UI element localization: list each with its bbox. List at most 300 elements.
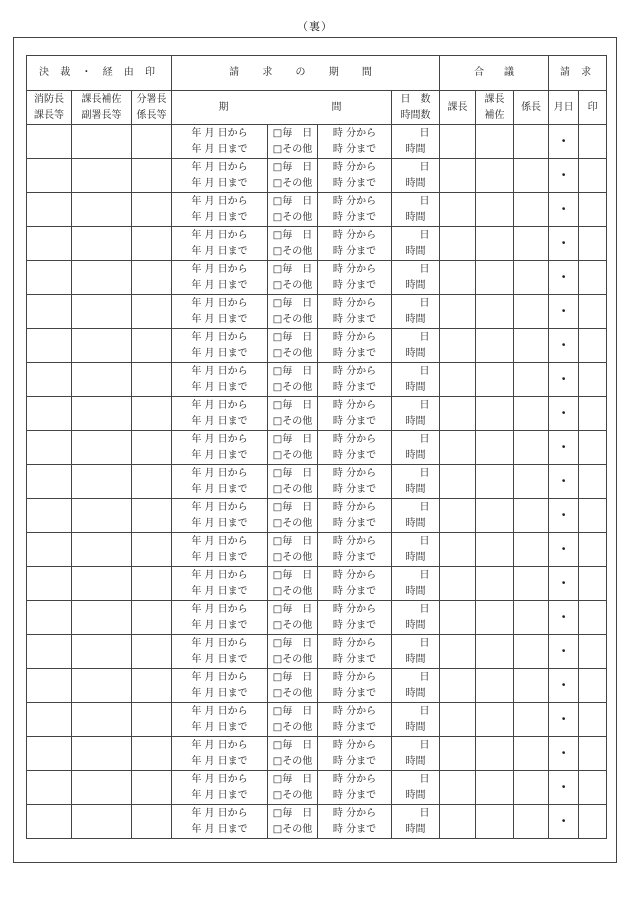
request-month-day-cell[interactable] [549, 125, 579, 159]
consult-cell-section-assistant[interactable] [476, 431, 514, 465]
request-seal-cell[interactable] [579, 533, 607, 567]
request-seal-cell[interactable] [579, 363, 607, 397]
seal-cell-branch-chief[interactable] [132, 465, 172, 499]
consult-cell-subsection-chief[interactable] [514, 771, 549, 805]
time-range-cell[interactable] [318, 125, 392, 159]
date-range-cell[interactable] [172, 499, 268, 533]
date-range-cell[interactable] [172, 635, 268, 669]
time-range-cell[interactable] [318, 295, 392, 329]
consult-cell-subsection-chief[interactable] [514, 125, 549, 159]
seal-cell-assistant-chief[interactable] [72, 499, 132, 533]
time-range-cell[interactable] [318, 159, 392, 193]
other-checkbox[interactable]: □その他 [272, 755, 313, 767]
time-range-cell[interactable] [318, 329, 392, 363]
seal-cell-assistant-chief[interactable] [72, 261, 132, 295]
frequency-options-cell[interactable] [268, 329, 318, 363]
seal-cell-assistant-chief[interactable] [72, 295, 132, 329]
consult-cell-section-assistant[interactable] [476, 159, 514, 193]
consult-cell-subsection-chief[interactable] [514, 669, 549, 703]
request-month-day-cell[interactable] [549, 159, 579, 193]
consult-cell-subsection-chief[interactable] [514, 397, 549, 431]
consult-cell-section-assistant[interactable] [476, 397, 514, 431]
date-range-cell[interactable] [172, 261, 268, 295]
frequency-options-cell[interactable] [268, 669, 318, 703]
other-checkbox[interactable]: □その他 [272, 789, 313, 801]
consult-cell-section-chief[interactable] [440, 159, 476, 193]
time-range-cell[interactable] [318, 193, 392, 227]
time-range-cell[interactable] [318, 771, 392, 805]
request-seal-cell[interactable] [579, 499, 607, 533]
seal-cell-branch-chief[interactable] [132, 363, 172, 397]
seal-cell-fire-chief[interactable] [27, 159, 72, 193]
every-day-checkbox[interactable]: □毎 日 [272, 569, 313, 581]
date-range-cell[interactable] [172, 363, 268, 397]
seal-cell-branch-chief[interactable] [132, 635, 172, 669]
request-month-day-cell[interactable] [549, 499, 579, 533]
every-day-checkbox[interactable]: □毎 日 [272, 365, 313, 377]
table-row [27, 533, 607, 567]
frequency-options-cell[interactable] [268, 261, 318, 295]
consult-cell-section-chief[interactable] [440, 465, 476, 499]
request-seal-cell[interactable] [579, 295, 607, 329]
other-checkbox[interactable]: □その他 [272, 619, 313, 631]
consult-cell-section-chief[interactable] [440, 737, 476, 771]
seal-cell-assistant-chief[interactable] [72, 431, 132, 465]
time-range-cell[interactable] [318, 805, 392, 839]
request-seal-cell[interactable] [579, 431, 607, 465]
days-hours-cell[interactable] [392, 635, 440, 669]
date-range-cell[interactable] [172, 125, 268, 159]
consult-cell-subsection-chief[interactable] [514, 567, 549, 601]
request-month-day-cell[interactable] [549, 737, 579, 771]
date-range-cell[interactable] [172, 193, 268, 227]
seal-cell-assistant-chief[interactable] [72, 397, 132, 431]
every-day-checkbox[interactable]: □毎 日 [272, 195, 313, 207]
seal-cell-branch-chief[interactable] [132, 601, 172, 635]
date-range-cell[interactable] [172, 431, 268, 465]
time-range-cell[interactable] [318, 499, 392, 533]
time-range-cell[interactable] [318, 397, 392, 431]
frequency-options-cell[interactable] [268, 635, 318, 669]
seal-cell-branch-chief[interactable] [132, 499, 172, 533]
date-range-cell[interactable] [172, 397, 268, 431]
seal-cell-assistant-chief[interactable] [72, 805, 132, 839]
other-checkbox[interactable]: □その他 [272, 313, 313, 325]
request-month-day-cell[interactable] [549, 465, 579, 499]
seal-cell-assistant-chief[interactable] [72, 737, 132, 771]
consult-cell-subsection-chief[interactable] [514, 465, 549, 499]
days-hours-cell[interactable] [392, 805, 440, 839]
time-range-cell[interactable] [318, 431, 392, 465]
request-month-day-cell[interactable] [549, 329, 579, 363]
request-month-day-cell[interactable] [549, 261, 579, 295]
time-range-cell[interactable] [318, 669, 392, 703]
request-month-day-cell[interactable] [549, 193, 579, 227]
date-range-cell[interactable] [172, 227, 268, 261]
seal-cell-branch-chief[interactable] [132, 771, 172, 805]
other-checkbox[interactable]: □その他 [272, 347, 313, 359]
seal-cell-branch-chief[interactable] [132, 533, 172, 567]
seal-cell-assistant-chief[interactable] [72, 635, 132, 669]
time-from-label: 時 分から [332, 365, 377, 377]
request-month-day-cell[interactable] [549, 669, 579, 703]
time-from-label: 時 分から [332, 161, 377, 173]
date-range-cell[interactable] [172, 703, 268, 737]
days-hours-cell[interactable] [392, 295, 440, 329]
frequency-options-cell[interactable] [268, 567, 318, 601]
seal-cell-assistant-chief[interactable] [72, 533, 132, 567]
seal-cell-fire-chief[interactable] [27, 465, 72, 499]
other-checkbox[interactable]: □その他 [272, 517, 313, 529]
consult-cell-subsection-chief[interactable] [514, 499, 549, 533]
every-day-checkbox[interactable]: □毎 日 [272, 263, 313, 275]
consult-cell-section-assistant[interactable] [476, 363, 514, 397]
days-hours-cell[interactable] [392, 703, 440, 737]
consult-cell-section-assistant[interactable] [476, 193, 514, 227]
time-range-cell[interactable] [318, 635, 392, 669]
other-checkbox[interactable]: □その他 [272, 483, 313, 495]
seal-cell-assistant-chief[interactable] [72, 159, 132, 193]
consult-cell-section-chief[interactable] [440, 125, 476, 159]
seal-cell-assistant-chief[interactable] [72, 567, 132, 601]
date-range-cell[interactable] [172, 771, 268, 805]
seal-cell-fire-chief[interactable] [27, 193, 72, 227]
hours-label: 時間 [405, 687, 426, 699]
consult-cell-section-assistant[interactable] [476, 601, 514, 635]
time-range-cell[interactable] [318, 465, 392, 499]
time-range-cell[interactable] [318, 567, 392, 601]
frequency-options-cell[interactable] [268, 737, 318, 771]
seal-cell-assistant-chief[interactable] [72, 329, 132, 363]
days-hours-cell[interactable] [392, 601, 440, 635]
every-day-checkbox[interactable]: □毎 日 [272, 501, 313, 513]
consult-cell-section-chief[interactable] [440, 805, 476, 839]
consult-cell-section-chief[interactable] [440, 329, 476, 363]
date-range-cell[interactable] [172, 567, 268, 601]
frequency-options-cell[interactable] [268, 703, 318, 737]
consult-cell-section-assistant[interactable] [476, 567, 514, 601]
seal-cell-assistant-chief[interactable] [72, 669, 132, 703]
frequency-options-cell[interactable] [268, 601, 318, 635]
consult-cell-section-chief[interactable] [440, 771, 476, 805]
date-range-cell[interactable] [172, 669, 268, 703]
request-seal-cell[interactable] [579, 635, 607, 669]
consult-cell-section-chief[interactable] [440, 431, 476, 465]
seal-cell-branch-chief[interactable] [132, 567, 172, 601]
days-hours-cell[interactable] [392, 669, 440, 703]
time-range-cell[interactable] [318, 601, 392, 635]
consult-cell-section-chief[interactable] [440, 635, 476, 669]
consult-cell-subsection-chief[interactable] [514, 295, 549, 329]
seal-cell-assistant-chief[interactable] [72, 363, 132, 397]
consult-cell-subsection-chief[interactable] [514, 193, 549, 227]
frequency-options-cell[interactable] [268, 295, 318, 329]
consult-cell-subsection-chief[interactable] [514, 533, 549, 567]
seal-cell-fire-chief[interactable] [27, 805, 72, 839]
consult-cell-subsection-chief[interactable] [514, 329, 549, 363]
date-range-cell[interactable] [172, 737, 268, 771]
consult-cell-section-chief[interactable] [440, 703, 476, 737]
consult-cell-section-chief[interactable] [440, 601, 476, 635]
consult-cell-section-assistant[interactable] [476, 669, 514, 703]
consult-cell-section-chief[interactable] [440, 227, 476, 261]
seal-cell-fire-chief[interactable] [27, 431, 72, 465]
frequency-options-cell[interactable] [268, 499, 318, 533]
consult-cell-subsection-chief[interactable] [514, 737, 549, 771]
seal-cell-fire-chief[interactable] [27, 737, 72, 771]
every-day-checkbox[interactable]: □毎 日 [272, 705, 313, 717]
seal-cell-fire-chief[interactable] [27, 635, 72, 669]
consult-cell-section-chief[interactable] [440, 193, 476, 227]
consult-cell-section-assistant[interactable] [476, 635, 514, 669]
consult-cell-section-chief[interactable] [440, 567, 476, 601]
request-seal-cell[interactable] [579, 737, 607, 771]
days-hours-cell[interactable] [392, 431, 440, 465]
request-month-day-cell[interactable] [549, 635, 579, 669]
request-month-day-cell[interactable] [549, 601, 579, 635]
seal-cell-assistant-chief[interactable] [72, 703, 132, 737]
time-range-cell[interactable] [318, 227, 392, 261]
consult-cell-section-chief[interactable] [440, 261, 476, 295]
request-seal-cell[interactable] [579, 771, 607, 805]
request-seal-cell[interactable] [579, 329, 607, 363]
request-month-day-cell[interactable] [549, 533, 579, 567]
consult-cell-subsection-chief[interactable] [514, 805, 549, 839]
request-month-day-cell[interactable] [549, 227, 579, 261]
consult-cell-section-assistant[interactable] [476, 295, 514, 329]
request-seal-cell[interactable] [579, 125, 607, 159]
request-seal-cell[interactable] [579, 193, 607, 227]
frequency-options-cell[interactable] [268, 431, 318, 465]
seal-cell-branch-chief[interactable] [132, 193, 172, 227]
time-range-cell[interactable] [318, 261, 392, 295]
days-hours-cell[interactable] [392, 737, 440, 771]
seal-cell-fire-chief[interactable] [27, 261, 72, 295]
date-range-cell[interactable] [172, 465, 268, 499]
days-hours-cell[interactable] [392, 125, 440, 159]
consult-cell-subsection-chief[interactable] [514, 635, 549, 669]
request-seal-cell[interactable] [579, 805, 607, 839]
seal-cell-branch-chief[interactable] [132, 329, 172, 363]
request-seal-cell[interactable] [579, 669, 607, 703]
consult-cell-section-assistant[interactable] [476, 499, 514, 533]
date-range-cell[interactable] [172, 329, 268, 363]
request-seal-cell[interactable] [579, 227, 607, 261]
other-checkbox[interactable]: □その他 [272, 381, 313, 393]
days-hours-cell[interactable] [392, 363, 440, 397]
consult-cell-section-chief[interactable] [440, 363, 476, 397]
frequency-options-cell[interactable] [268, 397, 318, 431]
seal-cell-fire-chief[interactable] [27, 601, 72, 635]
consult-cell-section-assistant[interactable] [476, 261, 514, 295]
seal-cell-fire-chief[interactable] [27, 329, 72, 363]
seal-cell-assistant-chief[interactable] [72, 465, 132, 499]
seal-cell-branch-chief[interactable] [132, 397, 172, 431]
consult-cell-subsection-chief[interactable] [514, 159, 549, 193]
seal-cell-branch-chief[interactable] [132, 669, 172, 703]
consult-cell-section-chief[interactable] [440, 397, 476, 431]
seal-cell-fire-chief[interactable] [27, 567, 72, 601]
every-day-checkbox[interactable]: □毎 日 [272, 399, 313, 411]
every-day-checkbox[interactable]: □毎 日 [272, 535, 313, 547]
consult-cell-section-assistant[interactable] [476, 703, 514, 737]
consult-cell-section-assistant[interactable] [476, 533, 514, 567]
hours-label: 時間 [405, 755, 426, 767]
every-day-checkbox[interactable]: □毎 日 [272, 433, 313, 445]
consult-cell-section-chief[interactable] [440, 669, 476, 703]
seal-cell-assistant-chief[interactable] [72, 601, 132, 635]
days-hours-cell[interactable] [392, 533, 440, 567]
every-day-checkbox[interactable]: □毎 日 [272, 467, 313, 479]
frequency-options-cell[interactable] [268, 771, 318, 805]
frequency-options-cell[interactable] [268, 159, 318, 193]
other-checkbox[interactable]: □その他 [272, 823, 313, 835]
consult-cell-section-assistant[interactable] [476, 771, 514, 805]
request-month-day-cell[interactable] [549, 397, 579, 431]
days-hours-cell[interactable] [392, 159, 440, 193]
other-checkbox[interactable]: □その他 [272, 143, 313, 155]
request-month-day-cell[interactable] [549, 363, 579, 397]
every-day-checkbox[interactable]: □毎 日 [272, 739, 313, 751]
every-day-checkbox[interactable]: □毎 日 [272, 603, 313, 615]
date-range-cell[interactable] [172, 601, 268, 635]
time-range-cell[interactable] [318, 533, 392, 567]
seal-cell-branch-chief[interactable] [132, 295, 172, 329]
seal-cell-branch-chief[interactable] [132, 125, 172, 159]
seal-cell-assistant-chief[interactable] [72, 193, 132, 227]
request-seal-cell[interactable] [579, 601, 607, 635]
request-month-day-cell[interactable] [549, 567, 579, 601]
other-checkbox[interactable]: □その他 [272, 687, 313, 699]
consult-cell-section-assistant[interactable] [476, 737, 514, 771]
date-range-cell[interactable] [172, 295, 268, 329]
request-seal-cell[interactable] [579, 159, 607, 193]
days-hours-cell[interactable] [392, 261, 440, 295]
frequency-options-cell[interactable] [268, 805, 318, 839]
days-hours-cell[interactable] [392, 567, 440, 601]
other-checkbox[interactable]: □その他 [272, 653, 313, 665]
seal-cell-branch-chief[interactable] [132, 431, 172, 465]
consult-cell-section-chief[interactable] [440, 499, 476, 533]
seal-cell-fire-chief[interactable] [27, 295, 72, 329]
other-checkbox[interactable]: □その他 [272, 585, 313, 597]
seal-cell-branch-chief[interactable] [132, 703, 172, 737]
seal-cell-fire-chief[interactable] [27, 363, 72, 397]
seal-cell-fire-chief[interactable] [27, 703, 72, 737]
consult-cell-subsection-chief[interactable] [514, 431, 549, 465]
every-day-checkbox[interactable]: □毎 日 [272, 127, 313, 139]
request-month-day-cell[interactable] [549, 771, 579, 805]
every-day-checkbox[interactable]: □毎 日 [272, 161, 313, 173]
other-checkbox[interactable]: □その他 [272, 279, 313, 291]
consult-cell-section-assistant[interactable] [476, 329, 514, 363]
consult-cell-subsection-chief[interactable] [514, 261, 549, 295]
every-day-checkbox[interactable]: □毎 日 [272, 671, 313, 683]
other-checkbox[interactable]: □その他 [272, 551, 313, 563]
time-range-cell[interactable] [318, 737, 392, 771]
seal-cell-branch-chief[interactable] [132, 159, 172, 193]
consult-cell-subsection-chief[interactable] [514, 601, 549, 635]
frequency-options-cell[interactable] [268, 193, 318, 227]
other-checkbox[interactable]: □その他 [272, 177, 313, 189]
every-day-checkbox[interactable]: □毎 日 [272, 773, 313, 785]
consult-cell-subsection-chief[interactable] [514, 703, 549, 737]
days-hours-cell[interactable] [392, 329, 440, 363]
consult-cell-subsection-chief[interactable] [514, 227, 549, 261]
frequency-options-cell[interactable] [268, 465, 318, 499]
consult-cell-section-chief[interactable] [440, 533, 476, 567]
every-day-checkbox[interactable]: □毎 日 [272, 297, 313, 309]
consult-cell-section-chief[interactable] [440, 295, 476, 329]
frequency-options-cell[interactable] [268, 227, 318, 261]
seal-cell-fire-chief[interactable] [27, 125, 72, 159]
request-seal-cell[interactable] [579, 261, 607, 295]
other-checkbox[interactable]: □その他 [272, 721, 313, 733]
date-range-cell[interactable] [172, 159, 268, 193]
every-day-checkbox[interactable]: □毎 日 [272, 807, 313, 819]
other-checkbox[interactable]: □その他 [272, 415, 313, 427]
seal-cell-fire-chief[interactable] [27, 533, 72, 567]
days-hours-cell[interactable] [392, 397, 440, 431]
request-month-day-cell[interactable] [549, 431, 579, 465]
seal-cell-fire-chief[interactable] [27, 397, 72, 431]
request-seal-cell[interactable] [579, 465, 607, 499]
date-range-cell[interactable] [172, 805, 268, 839]
consult-cell-section-assistant[interactable] [476, 125, 514, 159]
consult-cell-subsection-chief[interactable] [514, 363, 549, 397]
other-checkbox[interactable]: □その他 [272, 449, 313, 461]
time-range-cell[interactable] [318, 363, 392, 397]
consult-cell-section-assistant[interactable] [476, 805, 514, 839]
consult-cell-section-assistant[interactable] [476, 227, 514, 261]
seal-cell-assistant-chief[interactable] [72, 125, 132, 159]
days-hours-cell[interactable] [392, 465, 440, 499]
request-seal-cell[interactable] [579, 703, 607, 737]
every-day-checkbox[interactable]: □毎 日 [272, 331, 313, 343]
frequency-options-cell[interactable] [268, 125, 318, 159]
every-day-checkbox[interactable]: □毎 日 [272, 229, 313, 241]
consult-cell-section-assistant[interactable] [476, 465, 514, 499]
seal-cell-branch-chief[interactable] [132, 805, 172, 839]
other-checkbox[interactable]: □その他 [272, 211, 313, 223]
request-month-day-cell[interactable] [549, 703, 579, 737]
seal-cell-fire-chief[interactable] [27, 771, 72, 805]
seal-cell-fire-chief[interactable] [27, 669, 72, 703]
seal-cell-branch-chief[interactable] [132, 261, 172, 295]
request-seal-cell[interactable] [579, 567, 607, 601]
time-range-cell[interactable] [318, 703, 392, 737]
days-hours-cell[interactable] [392, 771, 440, 805]
seal-cell-fire-chief[interactable] [27, 499, 72, 533]
seal-cell-fire-chief[interactable] [27, 227, 72, 261]
days-hours-cell[interactable] [392, 227, 440, 261]
date-from-label: 年 月 日から [191, 331, 248, 343]
days-hours-cell[interactable] [392, 193, 440, 227]
request-month-day-cell[interactable] [549, 805, 579, 839]
seal-cell-assistant-chief[interactable] [72, 771, 132, 805]
other-checkbox[interactable]: □その他 [272, 245, 313, 257]
seal-cell-branch-chief[interactable] [132, 227, 172, 261]
frequency-options-cell[interactable] [268, 533, 318, 567]
request-month-day-cell[interactable] [549, 295, 579, 329]
frequency-options-cell[interactable] [268, 363, 318, 397]
date-range-cell[interactable] [172, 533, 268, 567]
days-hours-cell[interactable] [392, 499, 440, 533]
seal-cell-assistant-chief[interactable] [72, 227, 132, 261]
request-seal-cell[interactable] [579, 397, 607, 431]
every-day-checkbox[interactable]: □毎 日 [272, 637, 313, 649]
seal-cell-branch-chief[interactable] [132, 737, 172, 771]
